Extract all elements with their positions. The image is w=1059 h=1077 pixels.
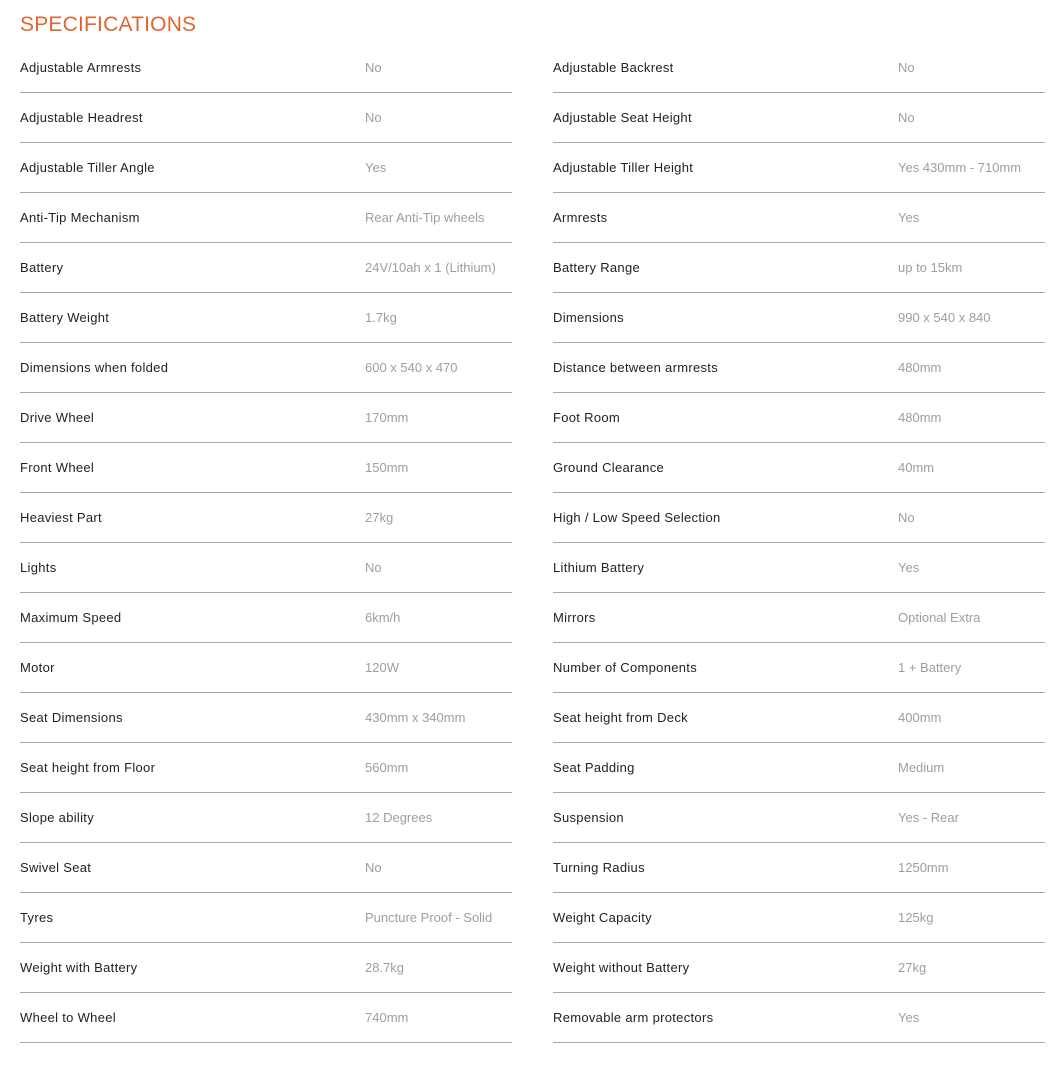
spec-value: 480mm [898,360,942,375]
spec-value: Rear Anti-Tip wheels [365,210,485,225]
spec-row [553,243,1045,293]
spec-label: Adjustable Tiller Angle [20,160,155,175]
spec-value: Yes [365,160,387,175]
spec-label: Adjustable Backrest [553,60,674,75]
spec-label: Motor [20,660,55,675]
spec-value: 150mm [365,460,409,475]
spec-value: 1.7kg [365,310,397,325]
spec-label: Foot Room [553,410,621,425]
spec-label: Maximum Speed [20,610,122,625]
spec-row [20,293,512,343]
spec-value: 400mm [898,710,942,725]
spec-value: 12 Degrees [365,810,433,825]
spec-row [20,843,512,893]
spec-value: Puncture Proof - Solid [365,910,493,925]
spec-value: Optional Extra [898,610,981,625]
spec-row [20,493,512,543]
spec-label: High / Low Speed Selection [553,510,721,525]
spec-label: Lights [20,560,57,575]
spec-label: Battery Weight [20,310,110,325]
spec-label: Dimensions when folded [20,360,169,375]
spec-row [553,643,1045,693]
spec-label: Drive Wheel [20,410,95,425]
spec-value: No [365,560,382,575]
spec-row [20,93,512,143]
spec-label: Ground Clearance [553,460,665,475]
spec-label: Weight Capacity [553,910,652,925]
spec-label: Battery [20,260,64,275]
spec-value: 1 + Battery [898,660,962,675]
spec-value: No [898,60,915,75]
spec-row [553,993,1045,1043]
spec-row [553,293,1045,343]
spec-label: Battery Range [553,260,641,275]
spec-row [20,343,512,393]
spec-value: 27kg [898,960,927,975]
spec-label: Removable arm protectors [553,1010,714,1025]
spec-value: 27kg [365,510,394,525]
spec-value: Medium [898,760,945,775]
spec-value: No [365,110,382,125]
spec-value: 40mm [898,460,935,475]
spec-value: 740mm [365,1010,409,1025]
spec-row [553,743,1045,793]
spec-label: Adjustable Headrest [20,110,143,125]
spec-row [20,943,512,993]
page-title: SPECIFICATIONS [20,13,197,36]
spec-row [20,443,512,493]
spec-value: 6km/h [365,610,401,625]
spec-label: Mirrors [553,610,596,625]
spec-label: Suspension [553,810,624,825]
spec-value: No [365,860,382,875]
spec-value: up to 15km [898,260,963,275]
spec-label: Dimensions [553,310,624,325]
spec-value: 24V/10ah x 1 (Lithium) [365,260,496,275]
spec-row [553,543,1045,593]
spec-value: 125kg [898,910,934,925]
spec-row [553,393,1045,443]
spec-row [20,793,512,843]
spec-row [20,893,512,943]
spec-label: Wheel to Wheel [20,1010,116,1025]
spec-value: No [365,60,382,75]
spec-value: Yes [898,1010,920,1025]
spec-label: Lithium Battery [553,560,645,575]
spec-value: 120W [365,660,399,675]
spec-row [20,143,512,193]
spec-row [553,443,1045,493]
spec-row [20,193,512,243]
spec-value: 28.7kg [365,960,405,975]
spec-label: Seat height from Deck [553,710,688,725]
spec-label: Slope ability [20,810,94,825]
spec-row [553,793,1045,843]
spec-value: 480mm [898,410,942,425]
spec-value: Yes 430mm - 710mm [898,160,1022,175]
spec-label: Seat height from Floor [20,760,156,775]
spec-row [20,993,512,1043]
spec-label: Tyres [20,910,54,925]
spec-label: Anti-Tip Mechanism [20,210,140,225]
spec-row [553,593,1045,643]
spec-label: Weight with Battery [20,960,138,975]
spec-row [20,543,512,593]
spec-label: Seat Padding [553,760,635,775]
spec-row [20,243,512,293]
spec-value: Yes [898,210,920,225]
spec-row [553,43,1045,93]
spec-row [553,93,1045,143]
spec-row [553,143,1045,193]
spec-value: 990 x 540 x 840 [898,310,991,325]
spec-value: 170mm [365,410,409,425]
spec-label: Swivel Seat [20,860,92,875]
spec-row [553,193,1045,243]
spec-row [553,943,1045,993]
spec-value: 600 x 540 x 470 [365,360,458,375]
spec-label: Seat Dimensions [20,710,123,725]
spec-column-right [553,43,1045,1043]
spec-row [20,393,512,443]
spec-row [20,43,512,93]
spec-label: Weight without Battery [553,960,690,975]
spec-row [553,343,1045,393]
spec-value: 1250mm [898,860,949,875]
spec-row [20,693,512,743]
spec-label: Front Wheel [20,460,95,475]
spec-label: Adjustable Armrests [20,60,142,75]
spec-row [553,893,1045,943]
spec-label: Heaviest Part [20,510,102,525]
spec-value: 560mm [365,760,409,775]
spec-value: 430mm x 340mm [365,710,466,725]
spec-value: Yes [898,560,920,575]
spec-value: No [898,510,915,525]
spec-row [553,843,1045,893]
spec-row [20,743,512,793]
spec-label: Distance between armrests [553,360,719,375]
spec-label: Adjustable Tiller Height [553,160,694,175]
spec-value: No [898,110,915,125]
spec-column-left [20,43,512,1043]
spec-label: Turning Radius [553,860,645,875]
spec-row [20,593,512,643]
spec-value: Yes - Rear [898,810,959,825]
spec-label: Armrests [553,210,608,225]
spec-label: Adjustable Seat Height [553,110,692,125]
spec-row [553,493,1045,543]
spec-label: Number of Components [553,660,698,675]
spec-row [553,693,1045,743]
spec-row [20,643,512,693]
